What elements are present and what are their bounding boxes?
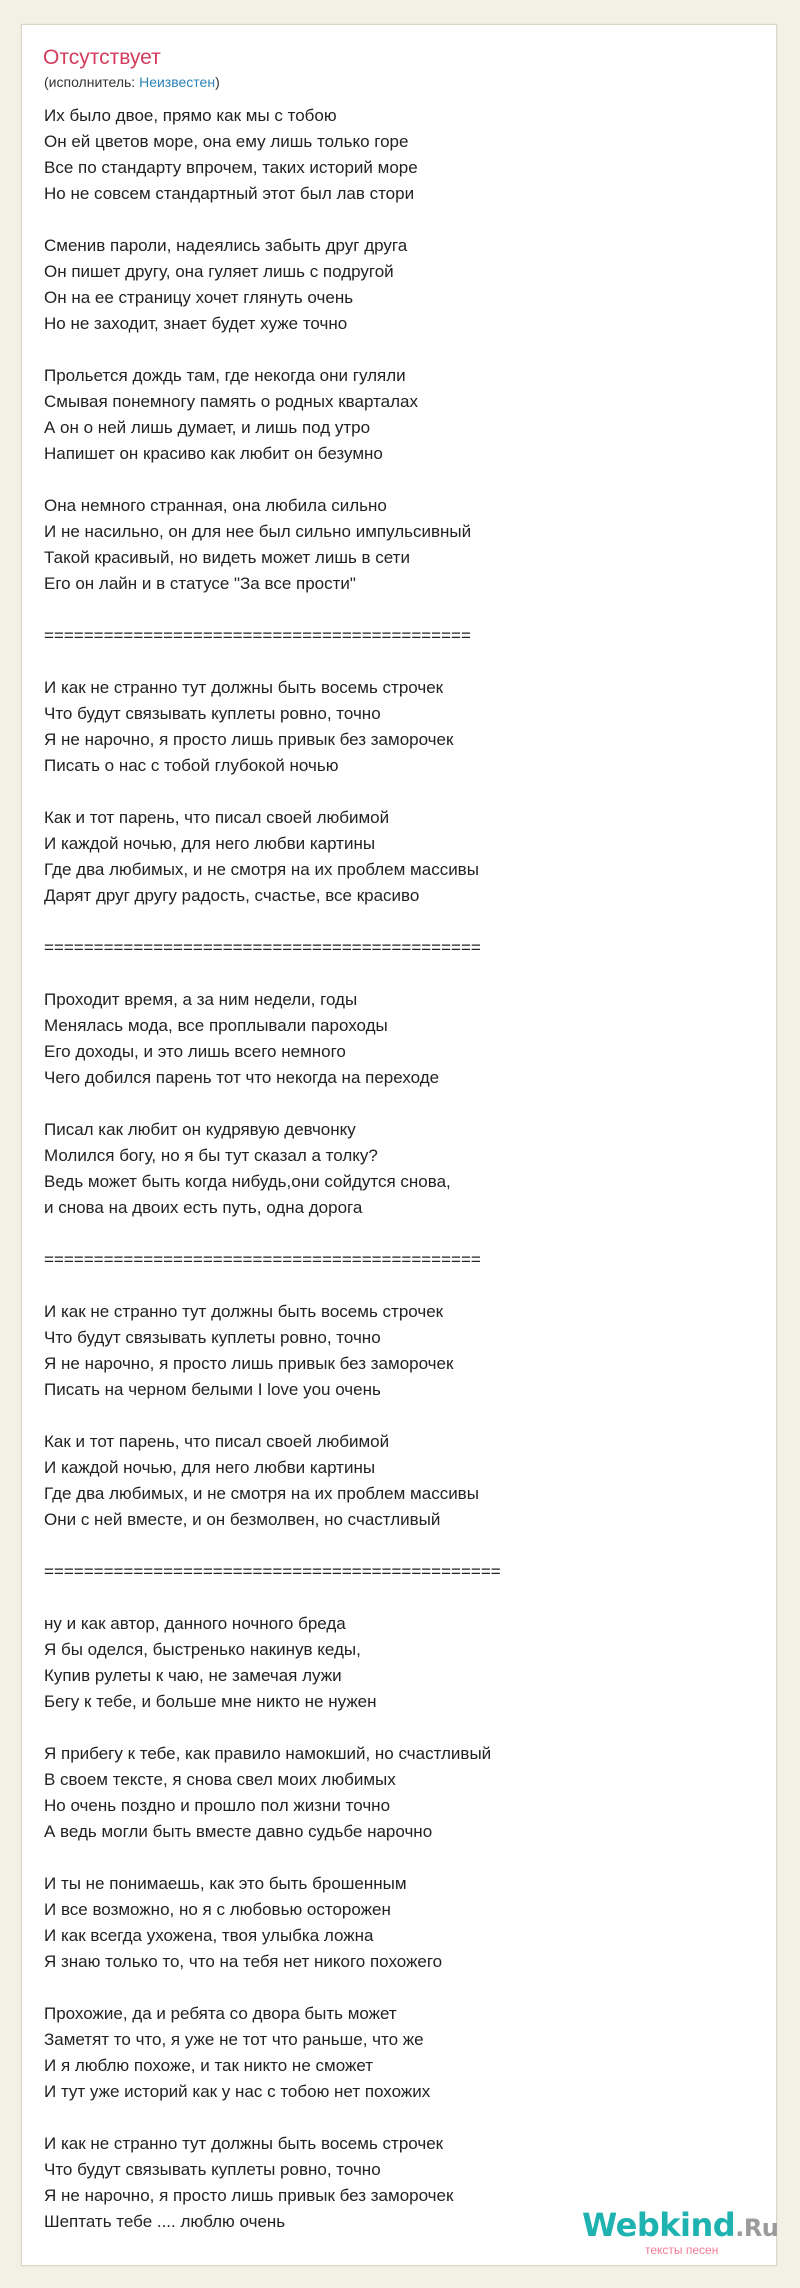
lyric-line: Сменив пароли, надеялись забыть друг друга <box>44 236 408 255</box>
lyrics-stanza <box>44 233 764 337</box>
lyrics-stanza <box>44 2001 764 2105</box>
lyric-line: Проходит время, а за ним недели, годы <box>44 990 358 1009</box>
site-logo[interactable] <box>582 2205 782 2265</box>
lyric-line: Дарят друг другу радость, счастье, все красиво <box>44 886 420 905</box>
artist-suffix: ) <box>215 74 220 90</box>
lyric-line: И каждой ночью, для него любви картины <box>44 834 376 853</box>
lyrics-stanza <box>44 1299 764 1403</box>
lyrics-stanza <box>44 493 764 597</box>
lyric-line: Как и тот парень, что писал своей любимой <box>44 808 390 827</box>
lyric-line: Что будут связывать куплеты ровно, точно <box>44 704 381 723</box>
lyrics-stanza <box>44 103 764 207</box>
lyric-line: Он пишет другу, она гуляет лишь с подругой <box>44 262 394 281</box>
lyric-line: И я люблю похоже, и так никто не сможет <box>44 2056 374 2075</box>
lyric-line: ну и как автор, данного ночного бреда <box>44 1614 346 1633</box>
lyric-line: И как не странно тут должны быть восемь строчек <box>44 678 444 697</box>
lyric-line: И каждой ночью, для него любви картины <box>44 1458 376 1477</box>
lyric-line: Прохожие, да и ребята со двора быть может <box>44 2004 397 2023</box>
lyrics-card <box>21 24 777 2266</box>
logo-name: Webkind <box>582 2206 736 2244</box>
lyrics-divider: ============================================== <box>44 1562 501 1581</box>
lyric-line: Писать о нас с тобой глубокой ночью <box>44 756 339 775</box>
lyric-line: Я не нарочно, я просто лишь привык без заморочек <box>44 730 454 749</box>
lyric-line: Он на ее страницу хочет глянуть очень <box>44 288 354 307</box>
lyric-line: Ведь может быть когда нибудь,они сойдутся снова, <box>44 1172 451 1191</box>
lyric-line: Как и тот парень, что писал своей любимой <box>44 1432 390 1451</box>
lyric-line: Я не нарочно, я просто лишь привык без заморочек <box>44 1354 454 1373</box>
lyrics-stanza <box>44 1117 764 1221</box>
lyric-line: Смывая понемногу память о родных кварталах <box>44 392 418 411</box>
lyrics-body <box>44 103 764 2261</box>
lyrics-stanza <box>44 675 764 779</box>
lyrics-stanza <box>44 805 764 909</box>
lyric-line: Молился богу, но я бы тут сказал а толку? <box>44 1146 378 1165</box>
lyrics-stanza <box>44 1871 764 1975</box>
lyric-line: Напишет он красиво как любит он безумно <box>44 444 383 463</box>
lyrics-stanza <box>44 1741 764 1845</box>
lyric-line: Его доходы, и это лишь всего немного <box>44 1042 346 1061</box>
logo-tagline: тексты песен <box>645 2243 719 2257</box>
song-subtitle <box>44 73 220 91</box>
logo-tld: .Ru <box>735 2214 779 2242</box>
lyric-line: Заметят то что, я уже не тот что раньше, что же <box>44 2030 424 2049</box>
lyric-line: Писать на черном белыми I love you очень <box>44 1380 381 1399</box>
lyrics-stanza <box>44 1429 764 1533</box>
lyric-line: А он о ней лишь думает, и лишь под утро <box>44 418 371 437</box>
lyric-line: Она немного странная, она любила сильно <box>44 496 387 515</box>
lyric-line: И тут уже историй как у нас с тобою нет похожих <box>44 2082 431 2101</box>
lyrics-stanza <box>44 363 764 467</box>
lyric-line: Шептать тебе .... люблю очень <box>44 2212 286 2231</box>
lyric-line: Их было двое, прямо как мы с тобою <box>44 106 337 125</box>
lyric-line: Но очень поздно и прошло пол жизни точно <box>44 1796 391 1815</box>
lyric-line: Где два любимых, и не смотря на их проблем массивы <box>44 1484 479 1503</box>
lyrics-divider: ============================================ <box>44 1250 481 1269</box>
artist-link[interactable]: Неизвестен <box>139 74 216 90</box>
lyric-line: И все возможно, но я с любовью осторожен <box>44 1900 391 1919</box>
lyric-line: И ты не понимаешь, как это быть брошенным <box>44 1874 407 1893</box>
lyric-line: и снова на двоих есть путь, одна дорога <box>44 1198 363 1217</box>
lyric-line: Я бы оделся, быстренько накинув кеды, <box>44 1640 361 1659</box>
lyric-line: Они с ней вместе, и он безмолвен, но счастливый <box>44 1510 441 1529</box>
lyric-line: И как не странно тут должны быть восемь строчек <box>44 1302 444 1321</box>
lyric-line: В своем тексте, я снова свел моих любимых <box>44 1770 396 1789</box>
lyric-line: Я знаю только то, что на тебя нет никого похожего <box>44 1952 443 1971</box>
lyric-line: Он ей цветов море, она ему лишь только горе <box>44 132 409 151</box>
lyrics-stanza <box>44 1611 764 1715</box>
song-title: Отсутствует <box>43 46 161 69</box>
lyric-line: Я прибегу к тебе, как правило намокший, но счастливый <box>44 1744 492 1763</box>
lyric-line: Купив рулеты к чаю, не замечая лужи <box>44 1666 342 1685</box>
lyric-line: Все по стандарту впрочем, таких историй море <box>44 158 418 177</box>
lyric-line: Чего добился парень тот что некогда на переходе <box>44 1068 440 1087</box>
logo-wordmark <box>582 2205 778 2248</box>
lyric-line: И как не странно тут должны быть восемь строчек <box>44 2134 444 2153</box>
lyric-line: Такой красивый, но видеть может лишь в сети <box>44 548 410 567</box>
artist-prefix: (исполнитель: <box>44 74 140 90</box>
lyric-line: Его он лайн и в статусе "За все прости" <box>44 574 356 593</box>
lyric-line: Писал как любит он кудрявую девчонку <box>44 1120 356 1139</box>
lyric-line: Я не нарочно, я просто лишь привык без заморочек <box>44 2186 454 2205</box>
lyric-line: Что будут связывать куплеты ровно, точно <box>44 1328 381 1347</box>
lyric-line: Что будут связывать куплеты ровно, точно <box>44 2160 381 2179</box>
lyrics-divider: ============================================ <box>44 938 481 957</box>
lyric-line: Но не заходит, знает будет хуже точно <box>44 314 348 333</box>
lyrics-divider: =========================================== <box>44 626 471 645</box>
lyric-line: А ведь могли быть вместе давно судьбе нарочно <box>44 1822 433 1841</box>
lyric-line: Менялась мода, все проплывали пароходы <box>44 1016 388 1035</box>
lyrics-stanza <box>44 987 764 1091</box>
lyric-line: Бегу к тебе, и больше мне никто не нужен <box>44 1692 377 1711</box>
lyric-line: Где два любимых, и не смотря на их проблем массивы <box>44 860 479 879</box>
lyric-line: И как всегда ухожена, твоя улыбка ложна <box>44 1926 374 1945</box>
lyric-line: Но не совсем стандартный этот был лав стори <box>44 184 415 203</box>
lyric-line: Прольется дождь там, где некогда они гуляли <box>44 366 406 385</box>
lyric-line: И не насильно, он для нее был сильно импульсивный <box>44 522 472 541</box>
